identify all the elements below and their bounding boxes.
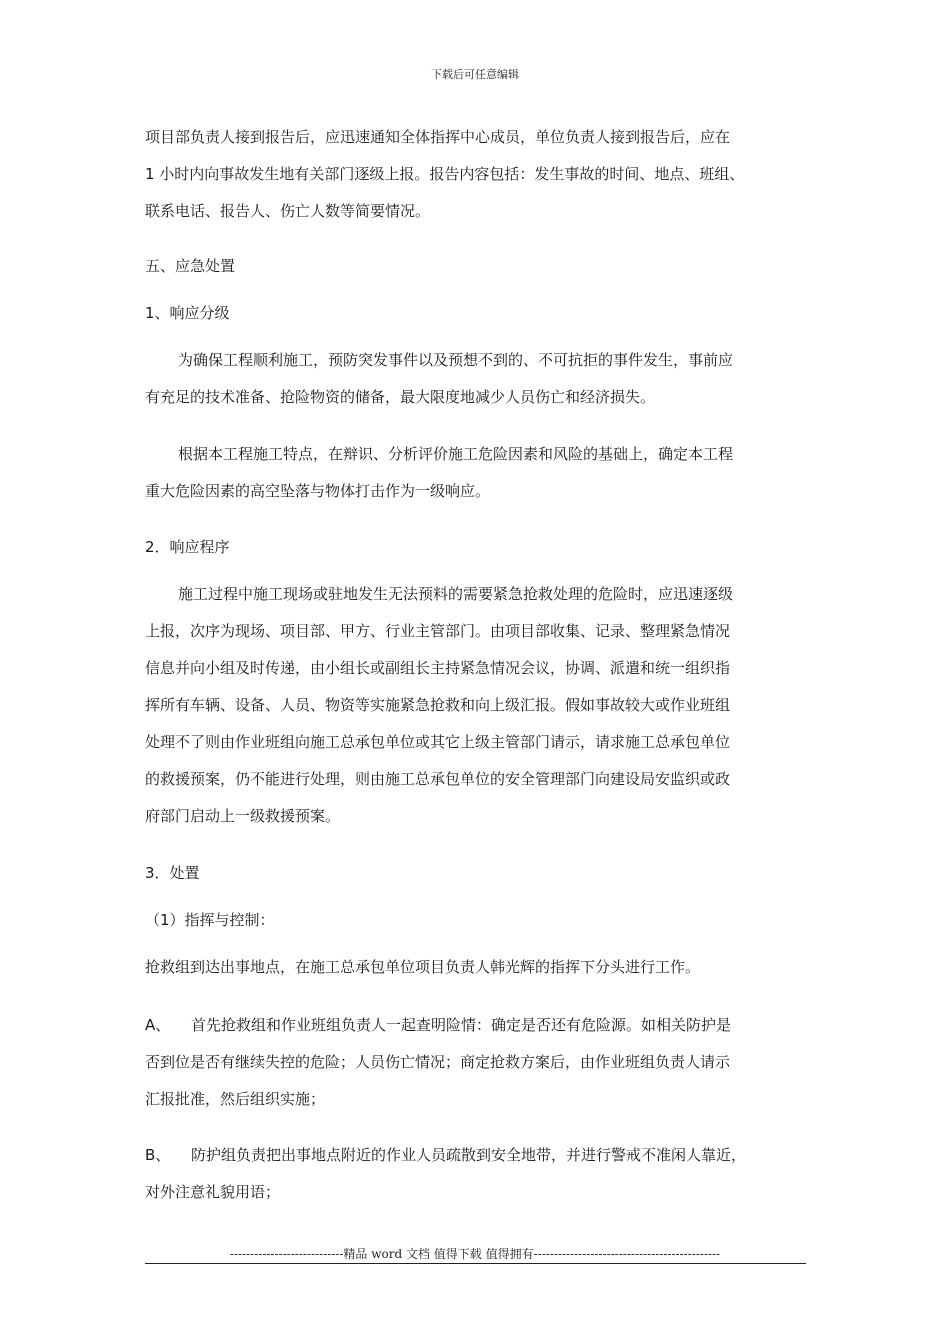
paragraph-line: 挥所有车辆、设备、人员、物资等实施紧急抢救和向上级汇报。假如事故较大或作业班组 bbox=[145, 696, 731, 714]
paragraph-rescue-team: 抢救组到达出事地点，在施工总承包单位项目负责人韩光辉的指挥下分头进行工作。 bbox=[145, 958, 701, 976]
list-item-line: 对外注意礼貌用语； bbox=[145, 1183, 281, 1201]
list-item-line: 汇报批准，然后组织实施； bbox=[145, 1090, 326, 1108]
list-item-text: 防护组负责把出事地点附近的作业人员疏散到安全地带，并进行警戒不准闲人靠近， bbox=[191, 1146, 747, 1164]
paragraph-line: 处理不了则由作业班组向施工总承包单位或其它上级主管部门请示，请求施工总承包单位 bbox=[145, 733, 731, 751]
list-item-a bbox=[145, 1007, 810, 1118]
heading-disposal: 3．处置 bbox=[145, 864, 200, 882]
paragraph-line: 上报，次序为现场、项目部、甲方、行业主管部门。由项目部收集、记录、整理紧急情况 bbox=[145, 622, 731, 640]
paragraph-line: 1 小时内向事故发生地有关部门逐级上报。报告内容包括：发生事故的时间、地点、班组、 bbox=[145, 165, 745, 183]
paragraph-report bbox=[145, 119, 810, 230]
paragraph-line: 府部门启动上一级救援预案。 bbox=[145, 807, 341, 825]
paragraph-line: 施工过程中施工现场或驻地发生无法预料的需要紧急抢救处理的危险时，应迅速逐级 bbox=[178, 585, 734, 603]
paragraph-preparation bbox=[145, 342, 810, 416]
paragraph-risk-level bbox=[145, 436, 810, 510]
heading-emergency-response: 五、应急处置 bbox=[145, 257, 236, 275]
list-item-text: 首先抢救组和作业班组负责人一起查明险情：确定是否还有危险源。如相关防护是 bbox=[191, 1016, 732, 1034]
footer-divider bbox=[145, 1263, 806, 1264]
heading-response-procedure: 2．响应程序 bbox=[145, 538, 230, 556]
list-item-label: A、 bbox=[145, 1016, 171, 1034]
list-item-label: B、 bbox=[145, 1146, 171, 1164]
list-item-line bbox=[145, 1007, 810, 1044]
paragraph-line: 信息并向小组及时传递，由小组长或副组长主持紧急情况会议，协调、派遣和统一组织指 bbox=[145, 659, 731, 677]
list-item-line: 否到位是否有继续失控的危险；人员伤亡情况；商定抢救方案后，由作业班组负责人请示 bbox=[145, 1053, 731, 1071]
heading-response-level: 1、响应分级 bbox=[145, 304, 230, 322]
paragraph-line: 的救援预案，仍不能进行处理，则由施工总承包单位的安全管理部门向建设局安监织或政 bbox=[145, 770, 731, 788]
page-header: 下载后可任意编辑 bbox=[431, 68, 519, 81]
subheading-command-control: （1）指挥与控制： bbox=[145, 911, 275, 929]
page-footer: ----------------------------精品 word 文档 值得下载 值得拥有---------------------------------------------- bbox=[229, 1247, 721, 1261]
paragraph-line: 项目部负责人接到报告后，应迅速通知全体指挥中心成员，单位负责人接到报告后，应在 bbox=[145, 128, 731, 146]
paragraph-line: 有充足的技术准备、抢险物资的储备，最大限度地减少人员伤亡和经济损失。 bbox=[145, 388, 656, 406]
paragraph-procedure bbox=[145, 576, 810, 835]
paragraph-line: 为确保工程顺利施工，预防突发事件以及预想不到的、不可抗拒的事件发生，事前应 bbox=[178, 351, 734, 369]
list-item-line bbox=[145, 1137, 810, 1174]
paragraph-line: 重大危险因素的高空坠落与物体打击作为一级响应。 bbox=[145, 482, 491, 500]
list-item-b bbox=[145, 1137, 810, 1211]
paragraph-line: 联系电话、报告人、伤亡人数等简要情况。 bbox=[145, 202, 431, 220]
paragraph-line: 根据本工程施工特点，在辩识、分析评价施工危险因素和风险的基础上，确定本工程 bbox=[178, 445, 734, 463]
